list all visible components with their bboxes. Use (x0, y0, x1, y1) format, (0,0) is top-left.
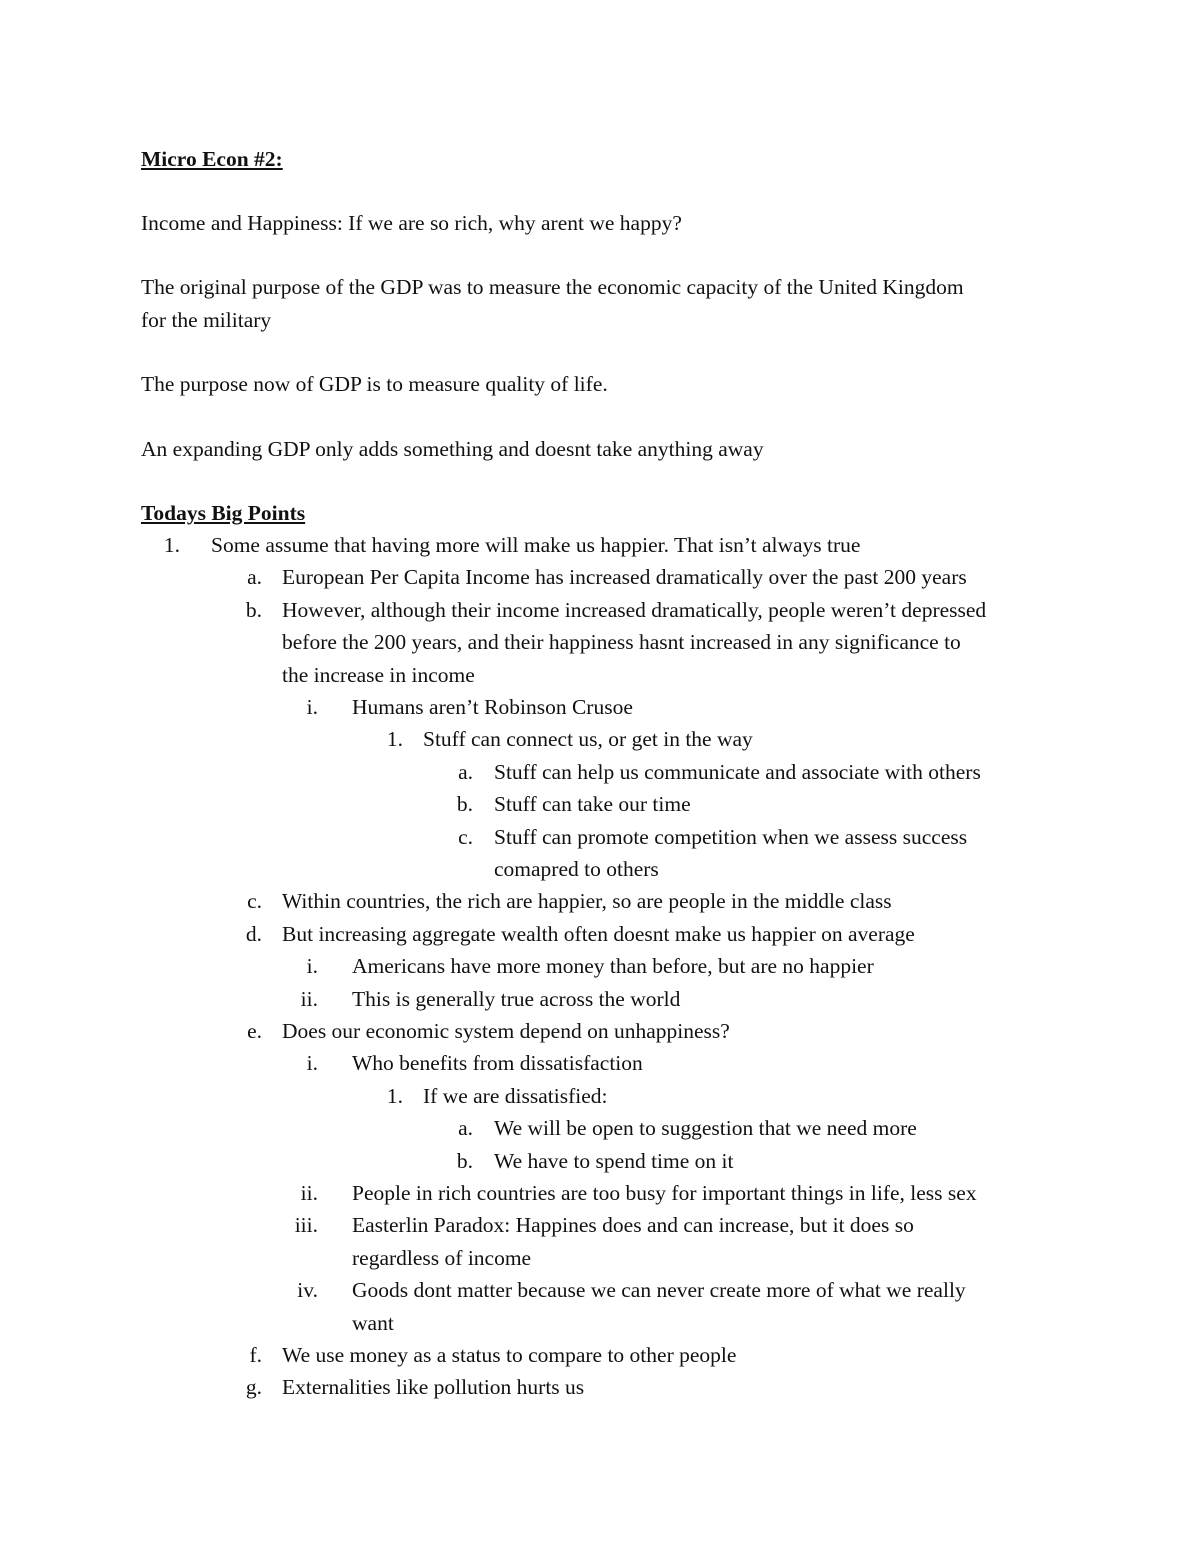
outline-item-text: People in rich countries are too busy for important things in life, less sex (352, 1181, 977, 1205)
outline-item-marker: ii. (300, 1181, 318, 1205)
outline-item-text: Stuff can take our time (494, 792, 691, 816)
outline-item-marker: d. (245, 922, 262, 946)
outline-item-text: Stuff can help us communicate and associate with others (494, 760, 981, 784)
outline-item-text: European Per Capita Income has increased dramatically over the past 200 years (282, 565, 967, 589)
outline-item-text: Easterlin Paradox: Happines does and can increase, but it does so (352, 1213, 914, 1237)
outline-item-text: Who benefits from dissatisfaction (352, 1051, 643, 1075)
outline-item-text: the increase in income (282, 663, 475, 687)
outline-item-marker: 1. (386, 1084, 403, 1108)
outline-item-text: We will be open to suggestion that we need more (494, 1116, 917, 1140)
outline-item-text: before the 200 years, and their happiness hasnt increased in any significance to (282, 630, 961, 654)
outline-item-marker: iii. (294, 1213, 318, 1237)
outline-item-text: want (352, 1311, 394, 1335)
outline-item-text: Americans have more money than before, but are no happier (352, 954, 874, 978)
outline-item-marker: i. (306, 1051, 318, 1075)
outline-item-text: But increasing aggregate wealth often doesnt make us happier on average (282, 922, 915, 946)
paragraph-gdp-purpose-now: The purpose now of GDP is to measure quality of life. (141, 372, 608, 396)
outline-item-marker: a. (458, 1116, 473, 1140)
outline-item-marker: ii. (300, 987, 318, 1011)
outline-item-marker: c. (247, 889, 262, 913)
outline-item-text: We use money as a status to compare to other people (282, 1343, 737, 1367)
section-heading: Todays Big Points (141, 501, 306, 525)
outline-item-marker: g. (245, 1375, 262, 1399)
outline-item-text: If we are dissatisfied: (423, 1084, 608, 1108)
paragraph-income-happiness: Income and Happiness: If we are so rich, why arent we happy? (141, 211, 682, 235)
outline-item-marker: 1. (386, 727, 403, 751)
paragraph-gdp-original-purpose-cont: for the military (141, 308, 272, 332)
outline-item-marker: a. (458, 760, 473, 784)
outline-item-text: comapred to others (494, 857, 659, 881)
outline-item-text: Stuff can promote competition when we assess success (494, 825, 968, 849)
outline-item-text: However, although their income increased dramatically, people weren’t depressed (282, 598, 987, 622)
outline-item-marker: a. (247, 565, 262, 589)
outline-item-text: Within countries, the rich are happier, so are people in the middle class (282, 889, 892, 913)
outline-item-text: Stuff can connect us, or get in the way (423, 727, 753, 751)
outline-item-text: Externalities like pollution hurts us (282, 1375, 585, 1399)
outline-item-marker: f. (249, 1343, 262, 1367)
outline-item-text: This is generally true across the world (352, 987, 681, 1011)
outline-item-text: Some assume that having more will make us happier. That isn’t always true (211, 533, 861, 557)
outline-item-marker: b. (245, 598, 262, 622)
outline-item-marker: 1. (163, 533, 180, 557)
outline-item-text: Goods dont matter because we can never create more of what we really (352, 1278, 966, 1302)
outline-item-marker: b. (456, 792, 473, 816)
paragraph-expanding-gdp: An expanding GDP only adds something and doesnt take anything away (141, 437, 764, 461)
outline-item-text: We have to spend time on it (494, 1149, 734, 1173)
outline-item-text: regardless of income (352, 1246, 532, 1270)
paragraph-gdp-original-purpose: The original purpose of the GDP was to measure the economic capacity of the United Kingdom (141, 275, 964, 299)
outline-item-marker: i. (306, 954, 318, 978)
outline-item-marker: i. (306, 695, 318, 719)
outline-item-marker: b. (456, 1149, 473, 1173)
document-title: Micro Econ #2: (141, 147, 283, 171)
outline-item-marker: iv. (297, 1278, 318, 1302)
outline-item-marker: e. (247, 1019, 262, 1043)
outline-item-text: Does our economic system depend on unhappiness? (282, 1019, 730, 1043)
outline-item-text: Humans aren’t Robinson Crusoe (352, 695, 633, 719)
outline-item-marker: c. (458, 825, 473, 849)
